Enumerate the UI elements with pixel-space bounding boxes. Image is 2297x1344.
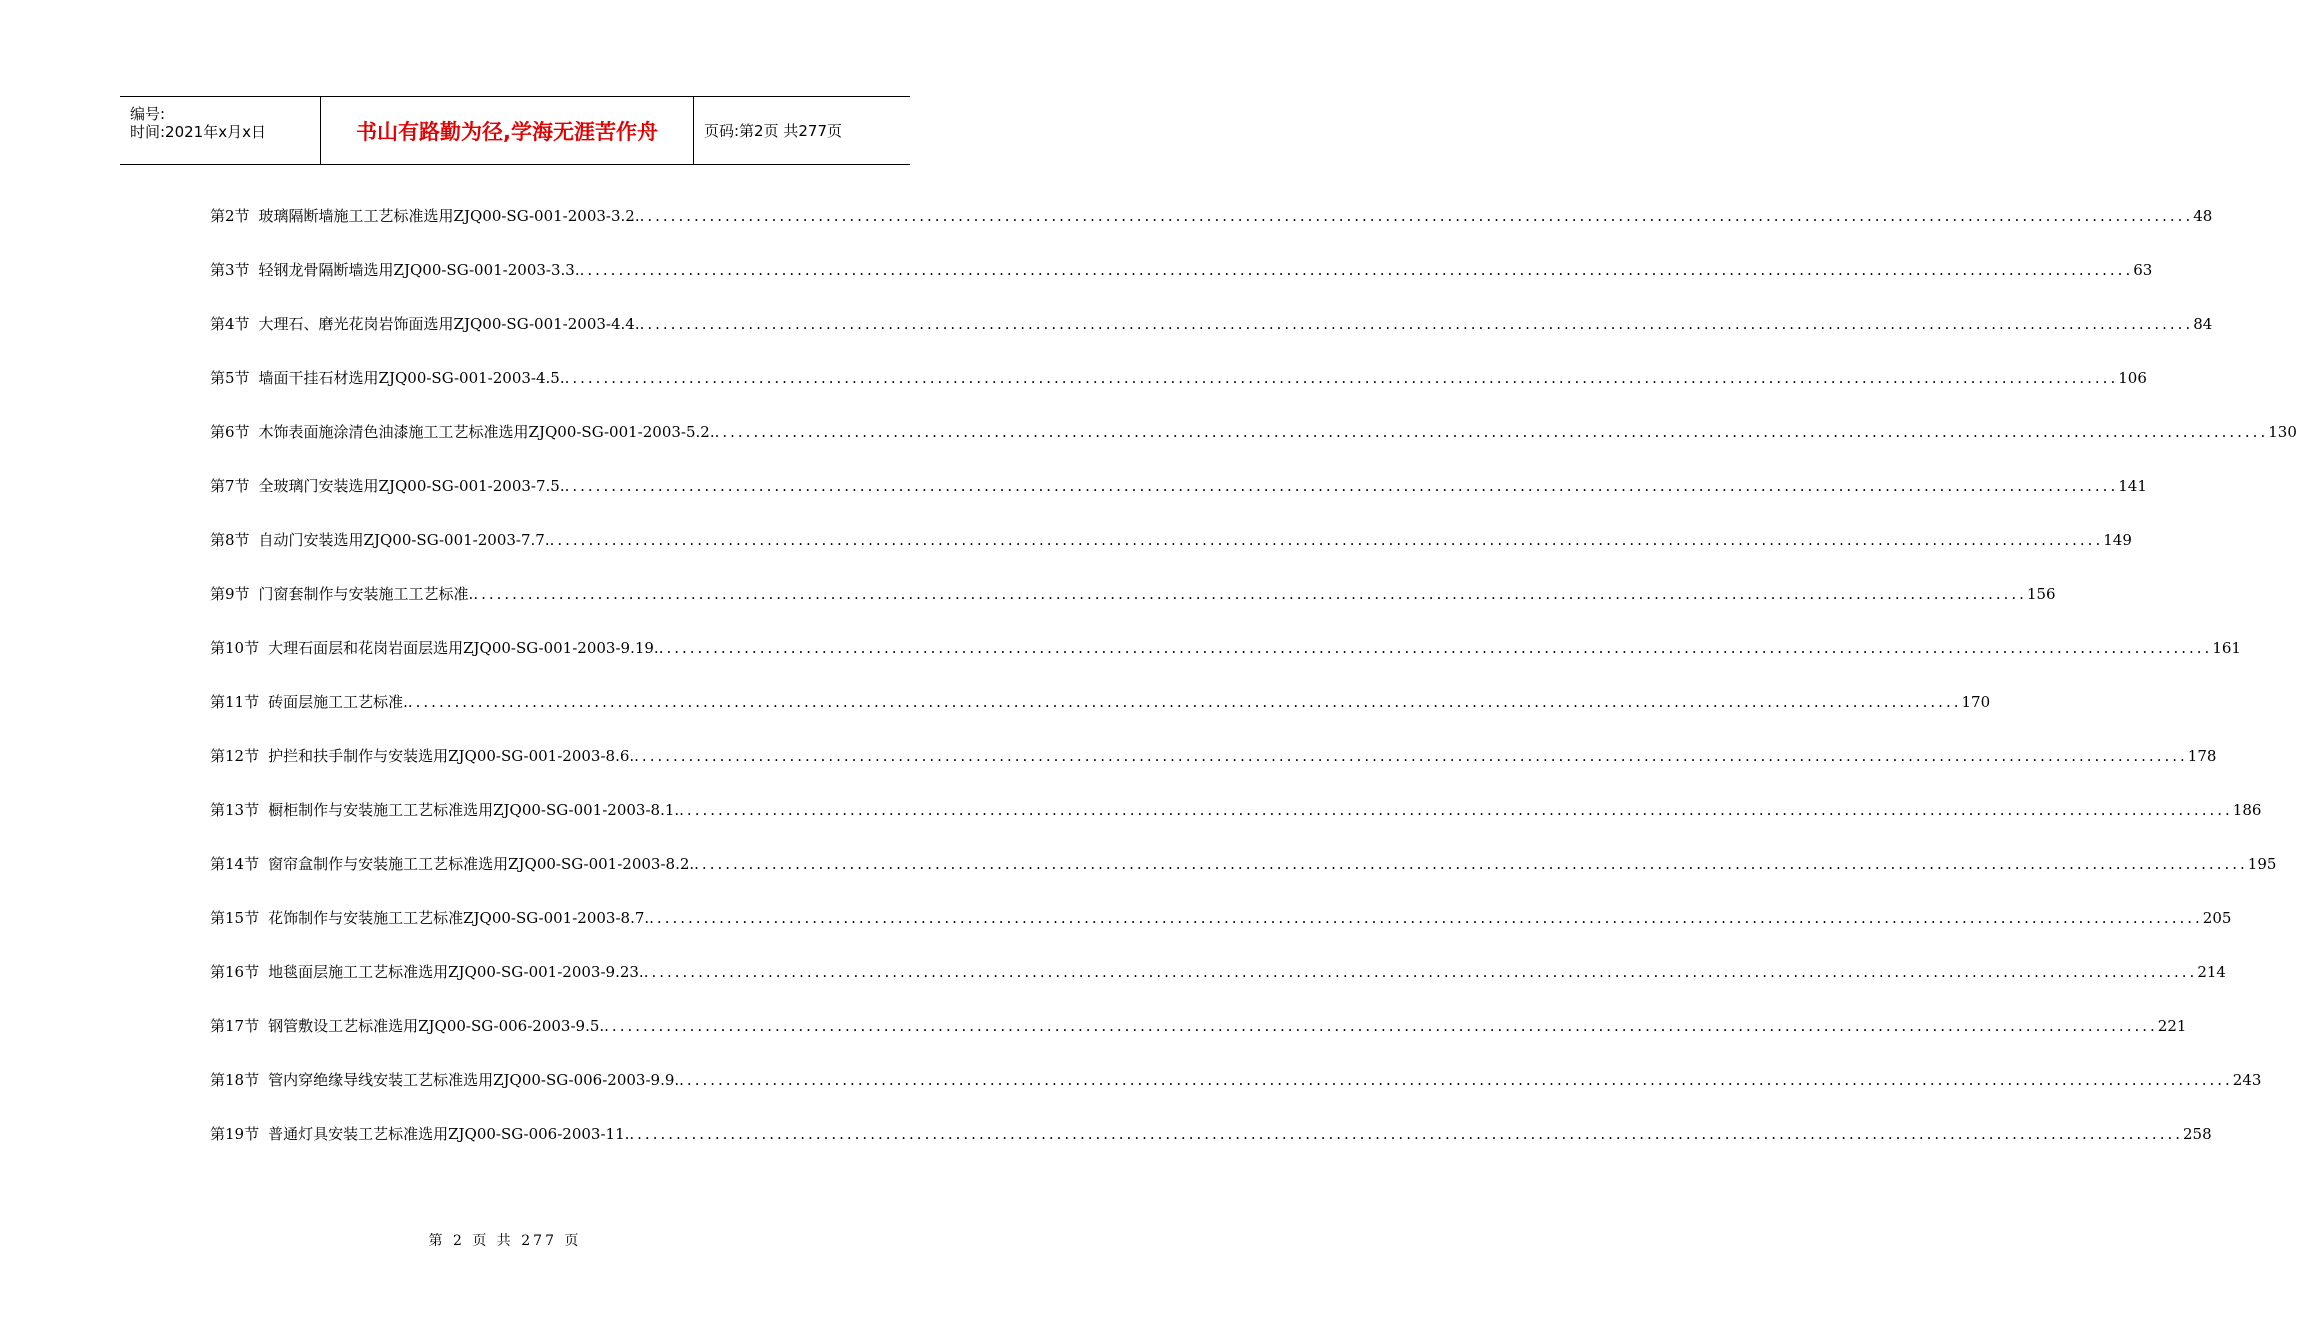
number-label: 编号: — [130, 105, 166, 123]
toc-section-number: 第8节 — [210, 531, 250, 549]
toc-leader-dots: ........................................................................................................................................................................................................ — [473, 585, 2027, 603]
toc-section-number: 第19节 — [210, 1125, 260, 1143]
toc-entry[interactable] — [210, 529, 2132, 583]
toc-entry[interactable] — [210, 421, 2297, 475]
toc-leader-dots: ........................................................................................................................................................................................................ — [639, 207, 2194, 225]
toc-leader-dots: ........................................................................................................................................................................................................ — [639, 315, 2194, 333]
toc-title: 全玻璃门安装选用ZJQ00-SG-001-2003-7.5. — [258, 477, 565, 495]
toc-title: 窗帘盒制作与安装施工工艺标准选用ZJQ00-SG-001-2003-8.2. — [268, 855, 695, 873]
toc-page-number: 205 — [2202, 909, 2232, 927]
toc-section-number: 第3节 — [210, 261, 250, 279]
toc-page-number: 161 — [2212, 639, 2241, 657]
toc-section-number: 第10节 — [210, 639, 260, 657]
toc-section-number: 第17节 — [210, 1017, 260, 1035]
toc-leader-dots: ........................................................................................................................................................................................................ — [714, 423, 2269, 441]
toc-title: 轻钢龙骨隔断墙选用ZJQ00-SG-001-2003-3.3. — [258, 261, 580, 279]
toc-leader-dots: ........................................................................................................................................................................................................ — [649, 909, 2203, 927]
toc-entry[interactable] — [210, 313, 2213, 367]
toc-title: 大理石、磨光花岗岩饰面选用ZJQ00-SG-001-2003-4.4. — [258, 315, 640, 333]
toc-entry[interactable] — [210, 745, 2217, 799]
header-page-info: 页码:第2页 共277页 — [704, 122, 842, 140]
toc-page-number: 170 — [1961, 693, 1991, 711]
toc-title: 花饰制作与安装施工工艺标准ZJQ00-SG-001-2003-8.7. — [268, 909, 650, 927]
toc-leader-dots: ........................................................................................................................................................................................................ — [679, 801, 2233, 819]
toc-section-number: 第5节 — [210, 369, 250, 387]
toc-entry[interactable] — [210, 583, 2056, 637]
toc-section-number: 第12节 — [210, 747, 260, 765]
toc-leader-dots: ........................................................................................................................................................................................................ — [407, 693, 1962, 711]
toc-leader-dots: ........................................................................................................................................................................................................ — [629, 1125, 2184, 1143]
toc-page-number: 63 — [2133, 261, 2153, 279]
toc-entry[interactable] — [210, 637, 2241, 691]
toc-page-number: 141 — [2118, 477, 2147, 495]
toc-title: 普通灯具安装工艺标准选用ZJQ00-SG-006-2003-11. — [268, 1125, 630, 1143]
toc-entry[interactable] — [210, 259, 2153, 313]
header-meta — [120, 97, 321, 164]
toc-entry[interactable] — [210, 367, 2147, 421]
page-header — [120, 96, 910, 165]
toc-entry[interactable] — [210, 1069, 2262, 1123]
toc-entry[interactable] — [210, 1015, 2187, 1069]
toc-entry[interactable] — [210, 907, 2232, 961]
toc-page-number: 186 — [2232, 801, 2262, 819]
toc-section-number: 第14节 — [210, 855, 260, 873]
toc-leader-dots: ........................................................................................................................................................................................................ — [643, 963, 2198, 981]
toc-section-number: 第15节 — [210, 909, 260, 927]
toc-entry[interactable] — [210, 853, 2277, 907]
toc-section-number: 第9节 — [210, 585, 250, 603]
toc-leader-dots: ........................................................................................................................................................................................................ — [564, 477, 2119, 495]
toc-section-number: 第4节 — [210, 315, 250, 333]
toc-section-number: 第7节 — [210, 477, 250, 495]
toc-section-number: 第6节 — [210, 423, 250, 441]
toc-page-number: 195 — [2247, 855, 2277, 873]
toc-entry[interactable] — [210, 691, 1991, 745]
toc-title: 自动门安装选用ZJQ00-SG-001-2003-7.7. — [258, 531, 550, 549]
toc-entry[interactable] — [210, 475, 2147, 529]
toc-title: 地毯面层施工工艺标准选用ZJQ00-SG-001-2003-9.23. — [268, 963, 644, 981]
toc-leader-dots: ........................................................................................................................................................................................................ — [579, 261, 2134, 279]
table-of-contents — [210, 205, 2297, 1177]
toc-section-number: 第18节 — [210, 1071, 260, 1089]
toc-page-number: 149 — [2103, 531, 2132, 549]
toc-title: 砖面层施工工艺标准. — [268, 693, 408, 711]
toc-page-number: 214 — [2197, 963, 2226, 981]
toc-entry[interactable] — [210, 799, 2262, 853]
toc-leader-dots: ........................................................................................................................................................................................................ — [549, 531, 2104, 549]
toc-page-number: 106 — [2118, 369, 2147, 387]
page-footer: 第 2 页 共 277 页 — [428, 1233, 582, 1249]
toc-leader-dots: ........................................................................................................................................................................................................ — [679, 1071, 2233, 1089]
toc-leader-dots: ........................................................................................................................................................................................................ — [694, 855, 2248, 873]
toc-page-number: 221 — [2157, 1017, 2187, 1035]
time-label: 时间:2021年x月x日 — [130, 123, 266, 141]
toc-title: 木饰表面施涂清色油漆施工工艺标准选用ZJQ00-SG-001-2003-5.2. — [258, 423, 715, 441]
toc-page-number: 48 — [2193, 207, 2213, 225]
toc-section-number: 第11节 — [210, 693, 260, 711]
toc-section-number: 第16节 — [210, 963, 260, 981]
toc-page-number: 156 — [2026, 585, 2056, 603]
toc-entry[interactable] — [210, 205, 2213, 259]
toc-title: 玻璃隔断墙施工工艺标准选用ZJQ00-SG-001-2003-3.2. — [258, 207, 640, 225]
toc-section-number: 第13节 — [210, 801, 260, 819]
toc-page-number: 130 — [2268, 423, 2297, 441]
toc-title: 墙面干挂石材选用ZJQ00-SG-001-2003-4.5. — [258, 369, 565, 387]
toc-leader-dots: ........................................................................................................................................................................................................ — [604, 1017, 2158, 1035]
toc-title: 护拦和扶手制作与安装选用ZJQ00-SG-001-2003-8.6. — [268, 747, 635, 765]
toc-title: 管内穿绝缘导线安装工艺标准选用ZJQ00-SG-006-2003-9.9. — [268, 1071, 680, 1089]
toc-section-number: 第2节 — [210, 207, 250, 225]
toc-leader-dots: ........................................................................................................................................................................................................ — [658, 639, 2213, 657]
toc-entry[interactable] — [210, 961, 2226, 1015]
toc-leader-dots: ........................................................................................................................................................................................................ — [634, 747, 2188, 765]
toc-leader-dots: ........................................................................................................................................................................................................ — [564, 369, 2119, 387]
toc-page-number: 258 — [2183, 1125, 2212, 1143]
toc-title: 门窗套制作与安装施工工艺标准. — [258, 585, 474, 603]
toc-page-number: 243 — [2232, 1071, 2262, 1089]
toc-page-number: 84 — [2193, 315, 2213, 333]
toc-title: 橱柜制作与安装施工工艺标准选用ZJQ00-SG-001-2003-8.1. — [268, 801, 680, 819]
toc-page-number: 178 — [2187, 747, 2217, 765]
toc-title: 钢管敷设工艺标准选用ZJQ00-SG-006-2003-9.5. — [268, 1017, 605, 1035]
toc-title: 大理石面层和花岗岩面层选用ZJQ00-SG-001-2003-9.19. — [268, 639, 659, 657]
header-motto: 书山有路勤为径,学海无涯苦作舟 — [321, 97, 694, 164]
toc-entry[interactable] — [210, 1123, 2212, 1177]
